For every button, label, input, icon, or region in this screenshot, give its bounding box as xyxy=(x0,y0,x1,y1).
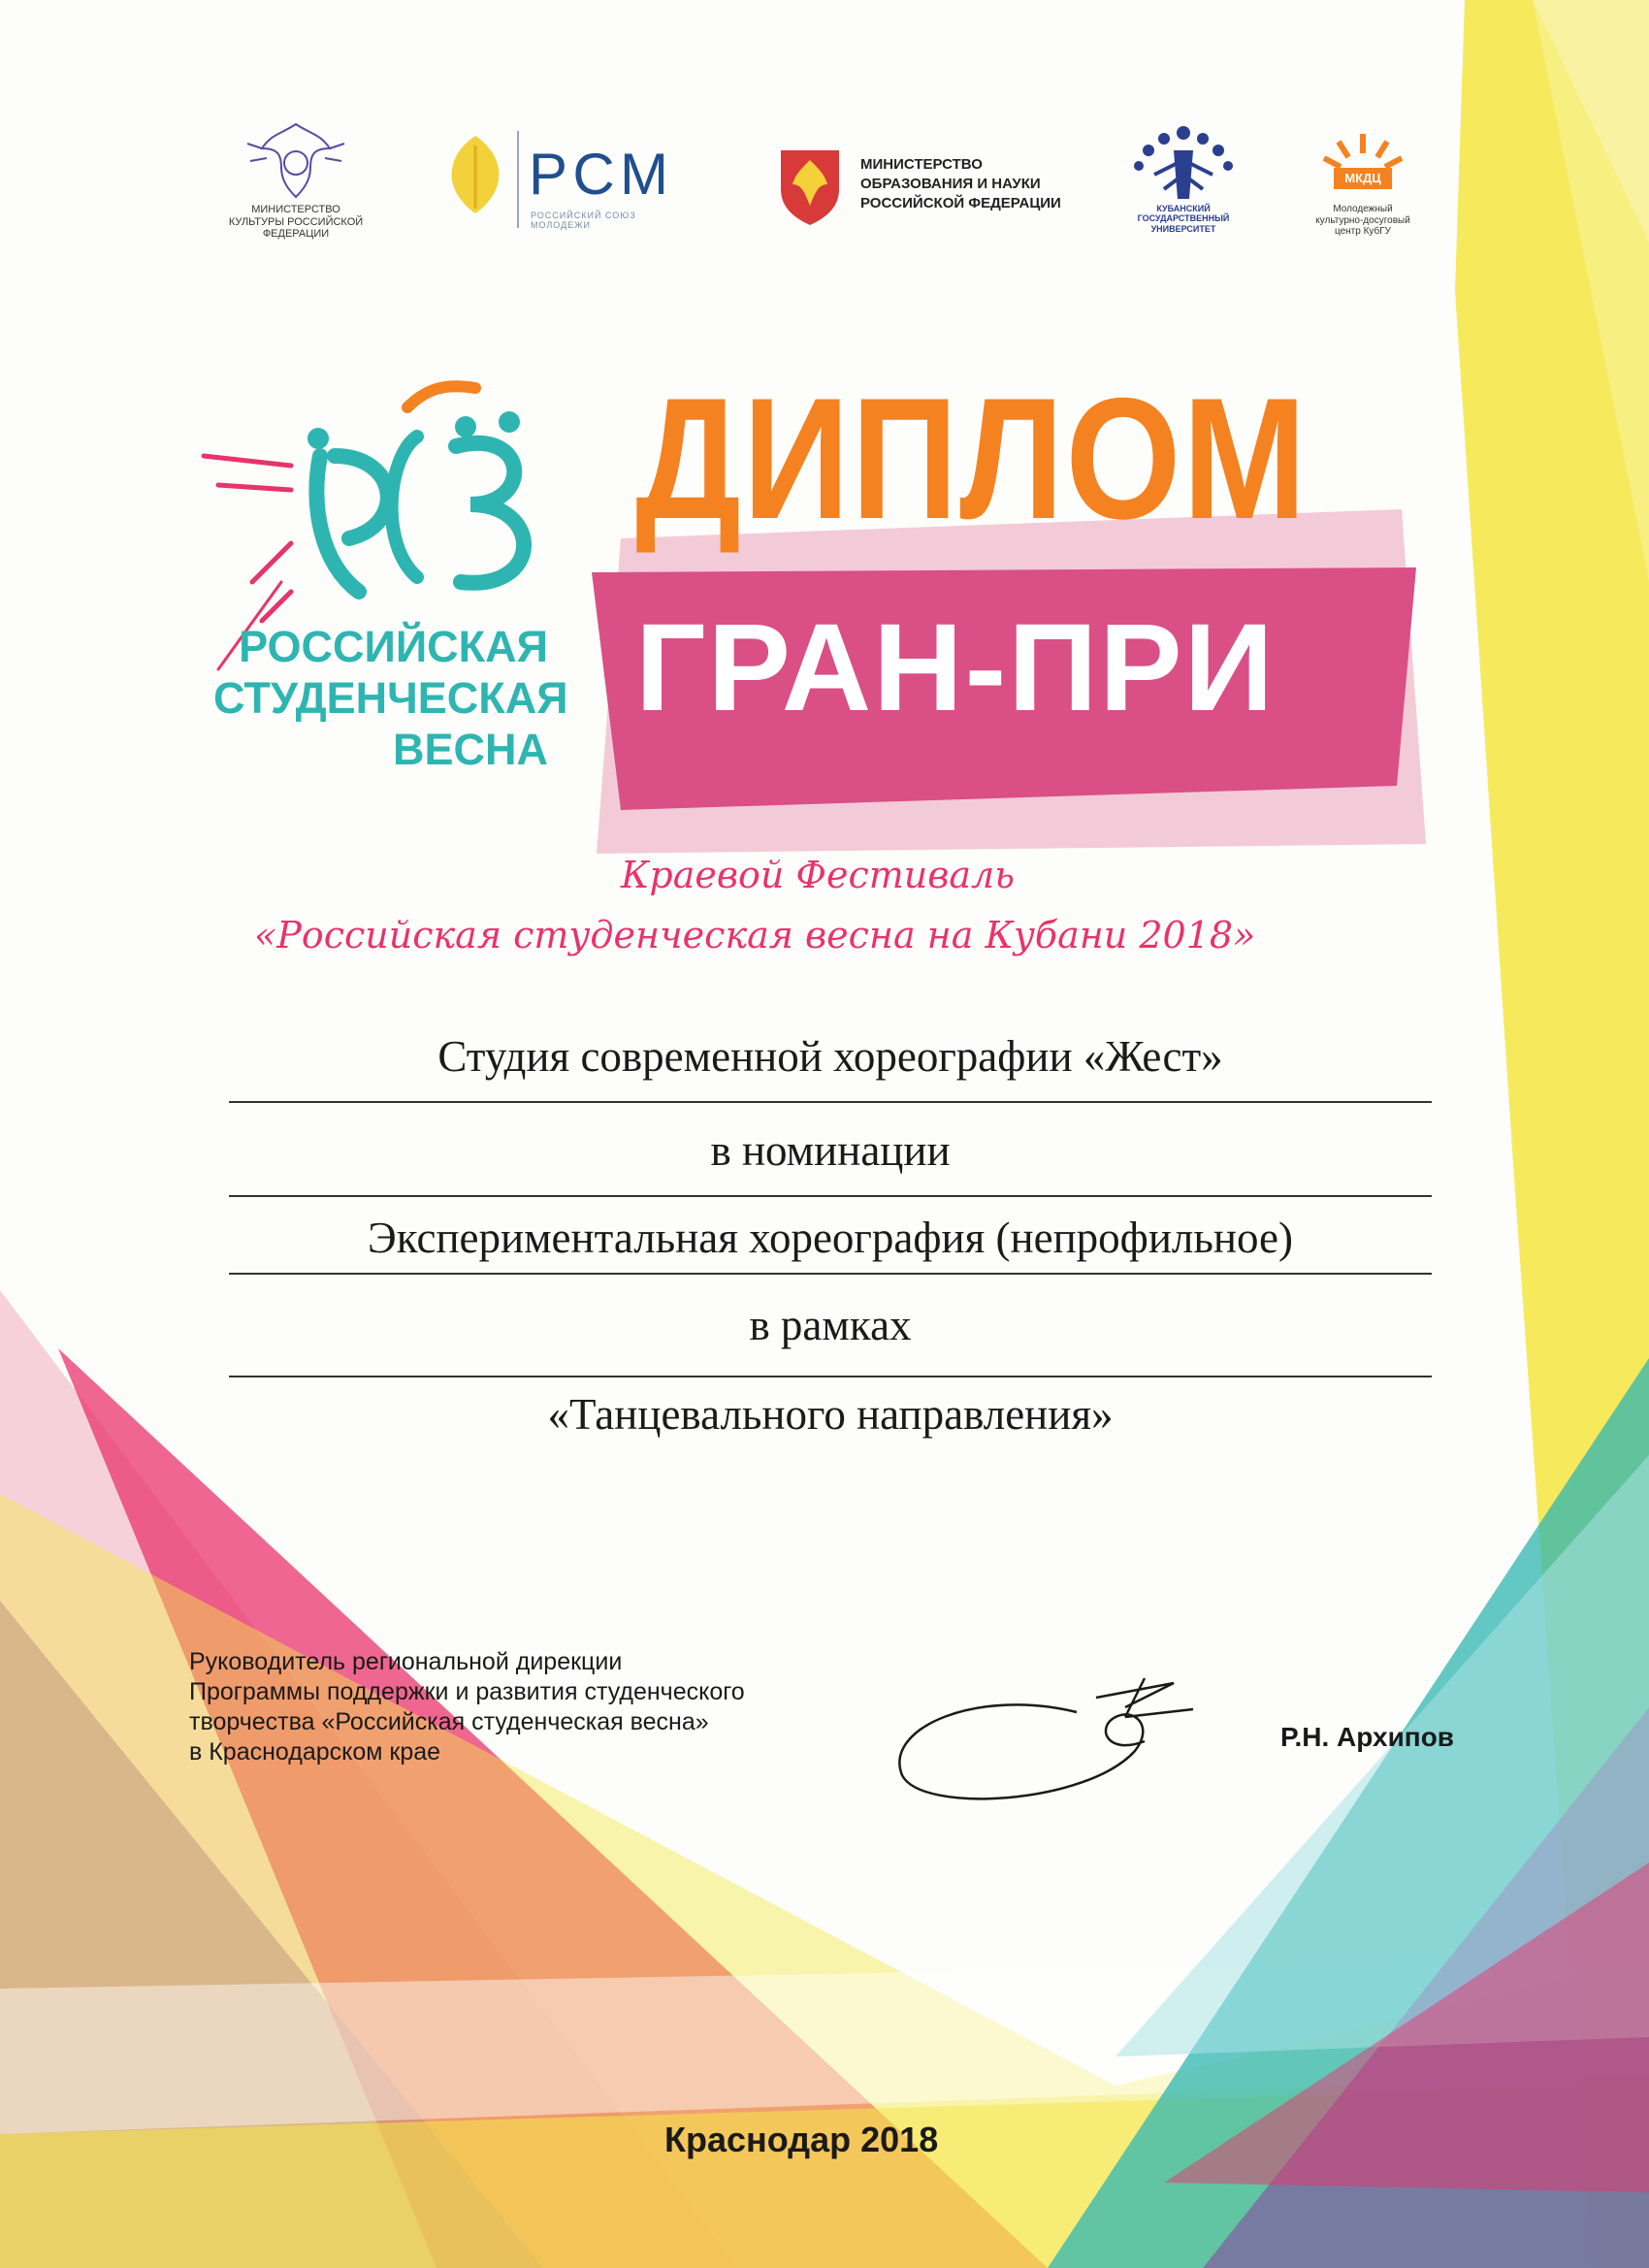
kubsu-logo xyxy=(1125,121,1242,247)
eagle-emblem-icon xyxy=(223,114,369,202)
ministry-education-caption: МИНИСТЕРСТВО ОБРАЗОВАНИЯ И НАУКИ РОССИЙСКОЙ ФЕДЕРАЦИИ xyxy=(860,156,1061,211)
nomination-label: в номинации xyxy=(710,1126,951,1175)
ministry-education-logo xyxy=(771,136,1062,233)
rsm-logo xyxy=(436,131,689,238)
sun-emblem-icon xyxy=(1300,124,1426,202)
kubsu-caption: КУБАНСКИЙ ГОСУДАРСТВЕННЫЙ УНИВЕРСИТЕТ xyxy=(1137,204,1230,234)
signer-name: Р.Н. Архипов xyxy=(1280,1722,1455,1752)
rule-1 xyxy=(229,1101,1432,1103)
festival-logo-text: РОССИЙСКАЯ СТУДЕНЧЕСКАЯ ВЕСНА xyxy=(213,622,568,774)
direction: «Танцевального направления» xyxy=(547,1390,1114,1439)
coat-of-arms-icon xyxy=(771,136,849,228)
diploma-title: ДИПЛОМ xyxy=(635,362,1309,555)
mkdc-caption: Молодежный культурно-досуговый центр КубГУ xyxy=(1315,204,1410,237)
tree-emblem-icon xyxy=(1125,121,1242,204)
mkdc-badge: МКДЦ xyxy=(1344,171,1381,185)
festival-line-2: «Российская студенческая весна на Кубани 2018» xyxy=(254,914,1256,956)
mkdc-logo xyxy=(1300,124,1426,250)
recipient: Студия современной хореографии «Жест» xyxy=(437,1032,1223,1081)
festival-line-1: Краевой Фестиваль xyxy=(621,854,1015,896)
signatory-position: Руководитель региональной дирекции Программы поддержки и развития студенческого творчества «Российская студенческая весна» в Краснодарском крае xyxy=(189,1648,745,1766)
rule-4 xyxy=(229,1376,1432,1377)
rsm-wordmark: РСМ xyxy=(529,142,674,207)
grand-prix-title: ГРАН-ПРИ xyxy=(635,599,1276,737)
rsm-subtitle: РОССИЙСКИЙ СОЮЗ МОЛОДЕЖИ xyxy=(531,211,636,230)
ministry-culture-caption: МИНИСТЕРСТВО КУЛЬТУРЫ РОССИЙСКОЙ ФЕДЕРАЦИИ xyxy=(228,204,364,241)
city-year: Краснодар 2018 xyxy=(664,2120,939,2159)
within-label: в рамках xyxy=(749,1301,912,1349)
signature xyxy=(899,1678,1193,1798)
rule-3 xyxy=(229,1273,1432,1275)
rule-2 xyxy=(229,1195,1432,1197)
nomination: Экспериментальная хореография (непрофильное) xyxy=(368,1214,1293,1262)
leaf-icon xyxy=(436,131,514,218)
ministry-culture-logo xyxy=(223,114,369,241)
